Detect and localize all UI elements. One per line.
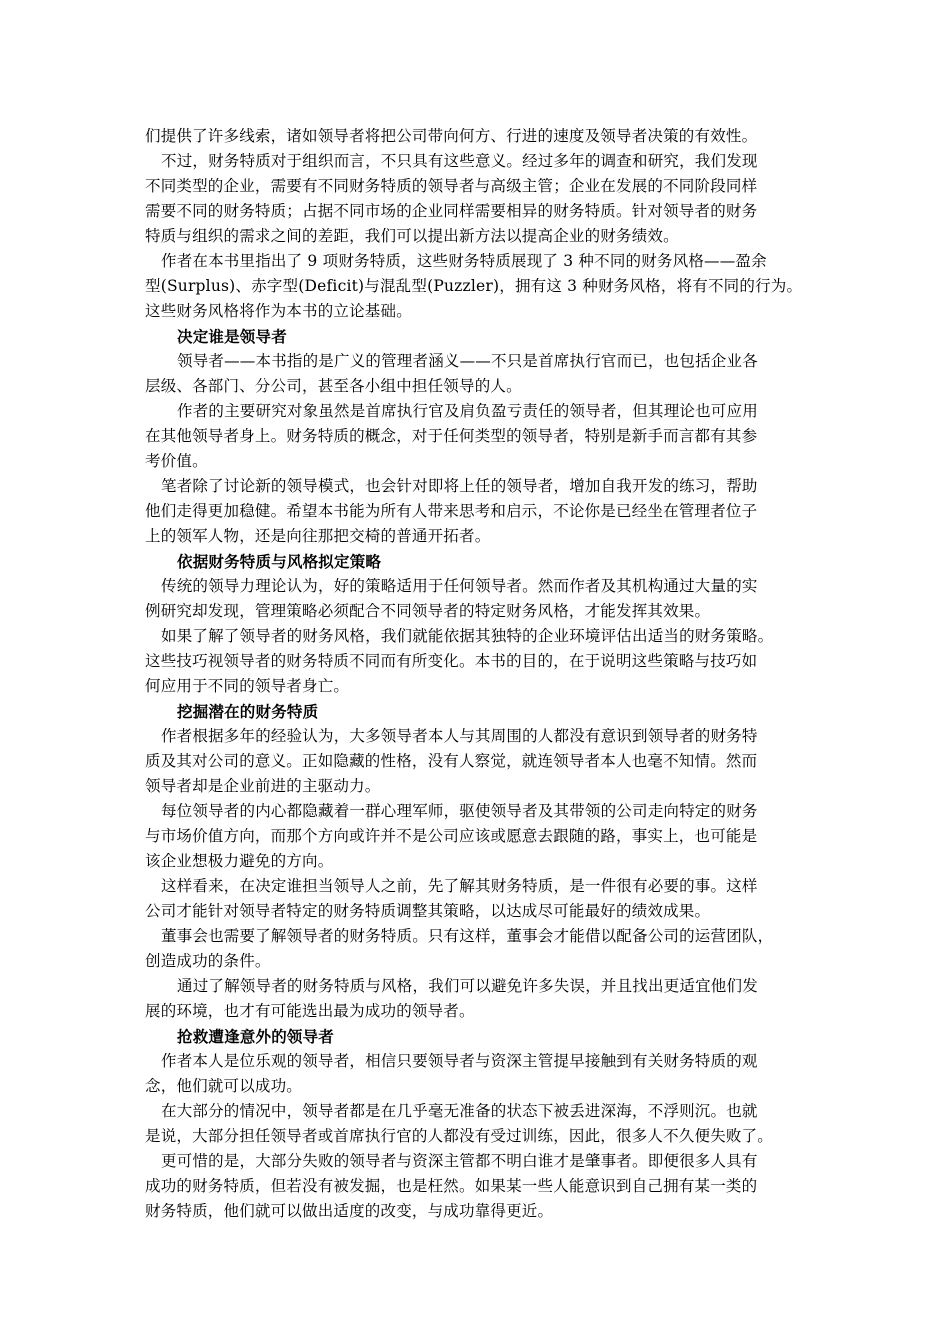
section-heading: 抢救遭逢意外的领导者 [177, 1027, 335, 1046]
text-line: 成功的财务特质，但若没有被发掘，也是枉然。如果某一些人能意识到自己拥有某一类的 [145, 1177, 758, 1195]
text-line: 在其他领导者身上。财务特质的概念，对于任何类型的领导者，特别是新手而言都有其参 [145, 427, 758, 445]
text-line: 念，他们就可以成功。 [145, 1077, 303, 1095]
text-line: 通过了解领导者的财务特质与风格，我们可以避免许多失误，并且找出更适宜他们发 [177, 977, 758, 995]
text-line: 笔者除了讨论新的领导模式，也会针对即将上任的领导者，增加自我开发的练习，帮助 [161, 477, 758, 495]
text-line: 这样看来，在决定谁担当领导人之前，先了解其财务特质，是一件很有必要的事。这样 [161, 877, 758, 895]
text-line: 作者在本书里指出了 9 项财务特质，这些财务特质展现了 3 种不同的财务风格——盈余 [161, 252, 767, 270]
text-line: 上的领军人物，还是向往那把交椅的普通开拓者。 [145, 527, 491, 545]
text-line: 如果了解了领导者的财务风格，我们就能依据其独特的企业环境评估出适当的财务策略。 [161, 627, 774, 645]
text-line: 们提供了许多线索，诸如领导者将把公司带向何方、行进的速度及领导者决策的有效性。 [145, 127, 758, 145]
text-line: 何应用于不同的领导者身亡。 [145, 677, 350, 695]
text-line: 这些技巧视领导者的财务特质不同而有所变化。本书的目的，在于说明这些策略与技巧如 [145, 652, 758, 670]
text-line: 领导者却是企业前进的主驱动力。 [145, 777, 381, 795]
text-line: 与市场价值方向，而那个方向或许并不是公司应该或愿意去跟随的路，事实上，也可能是 [145, 827, 758, 845]
text-line: 特质与组织的需求之间的差距，我们可以提出新方法以提高企业的财务绩效。 [145, 227, 679, 245]
text-line: 每位领导者的内心都隐藏着一群心理军师，驱使领导者及其带领的公司走向特定的财务 [161, 802, 758, 820]
text-line: 他们走得更加稳健。希望本书能为所有人带来思考和启示，不论你是已经坐在管理者位子 [145, 502, 758, 520]
text-line: 更可惜的是，大部分失败的领导者与资深主管都不明白谁才是肇事者。即便很多人具有 [161, 1152, 758, 1170]
section-heading: 依据财务特质与风格拟定策略 [177, 552, 382, 571]
section-heading: 挖掘潜在的财务特质 [177, 702, 319, 721]
text-line: 这些财务风格将作为本书的立论基础。 [145, 302, 412, 320]
text-line: 型(Surplus)、赤字型(Deficit)与混乱型(Puzzler)，拥有这 3 种财务风格，将有不同的行为。 [145, 277, 803, 295]
text-line: 传统的领导力理论认为，好的策略适用于任何领导者。然而作者及其机构通过大量的实 [161, 577, 758, 595]
text-line: 作者根据多年的经验认为，大多领导者本人与其周围的人都没有意识到领导者的财务特 [161, 727, 758, 745]
text-line: 层级、各部门、分公司，甚至各小组中担任领导的人。 [145, 377, 522, 395]
text-line: 质及其对公司的意义。正如隐藏的性格，没有人察觉，就连领导者本人也毫不知情。然而 [145, 752, 758, 770]
text-line: 考价值。 [145, 452, 208, 470]
section-heading: 决定谁是领导者 [177, 327, 287, 346]
text-line: 创造成功的条件。 [145, 952, 271, 970]
text-line: 不过，财务特质对于组织而言，不只具有这些意义。经过多年的调查和研究，我们发现 [161, 152, 758, 170]
text-line: 例研究却发现，管理策略必须配合不同领导者的特定财务风格，才能发挥其效果。 [145, 602, 711, 620]
text-line: 是说，大部分担任领导者或首席执行官的人都没有受过训练，因此，很多人不久便失败了。 [145, 1127, 774, 1145]
document-body [145, 124, 807, 1224]
text-line: 展的环境，也才有可能选出最为成功的领导者。 [145, 1002, 475, 1020]
text-line: 需要不同的财务特质；占据不同市场的企业同样需要相异的财务特质。针对领导者的财务 [145, 202, 758, 220]
text-line: 该企业想极力避免的方向。 [145, 852, 334, 870]
text-line: 在大部分的情况中，领导者都是在几乎毫无准备的状态下被丢进深海，不浮则沉。也就 [161, 1102, 758, 1120]
text-line: 领导者——本书指的是广义的管理者涵义——不只是首席执行官而已，也包括企业各 [177, 352, 758, 370]
text-line: 作者本人是位乐观的领导者，相信只要领导者与资深主管提早接触到有关财务特质的观 [161, 1052, 758, 1070]
text-line: 公司才能针对领导者特定的财务特质调整其策略，以达成尽可能最好的绩效成果。 [145, 902, 711, 920]
text-line: 财务特质，他们就可以做出适度的改变，与成功靠得更近。 [145, 1202, 554, 1220]
text-line: 不同类型的企业，需要有不同财务特质的领导者与高级主管；企业在发展的不同阶段同样 [145, 177, 758, 195]
text-line: 作者的主要研究对象虽然是首席执行官及肩负盈亏责任的领导者，但其理论也可应用 [177, 402, 758, 420]
text-line: 董事会也需要了解领导者的财务特质。只有这样，董事会才能借以配备公司的运营团队， [161, 927, 774, 945]
